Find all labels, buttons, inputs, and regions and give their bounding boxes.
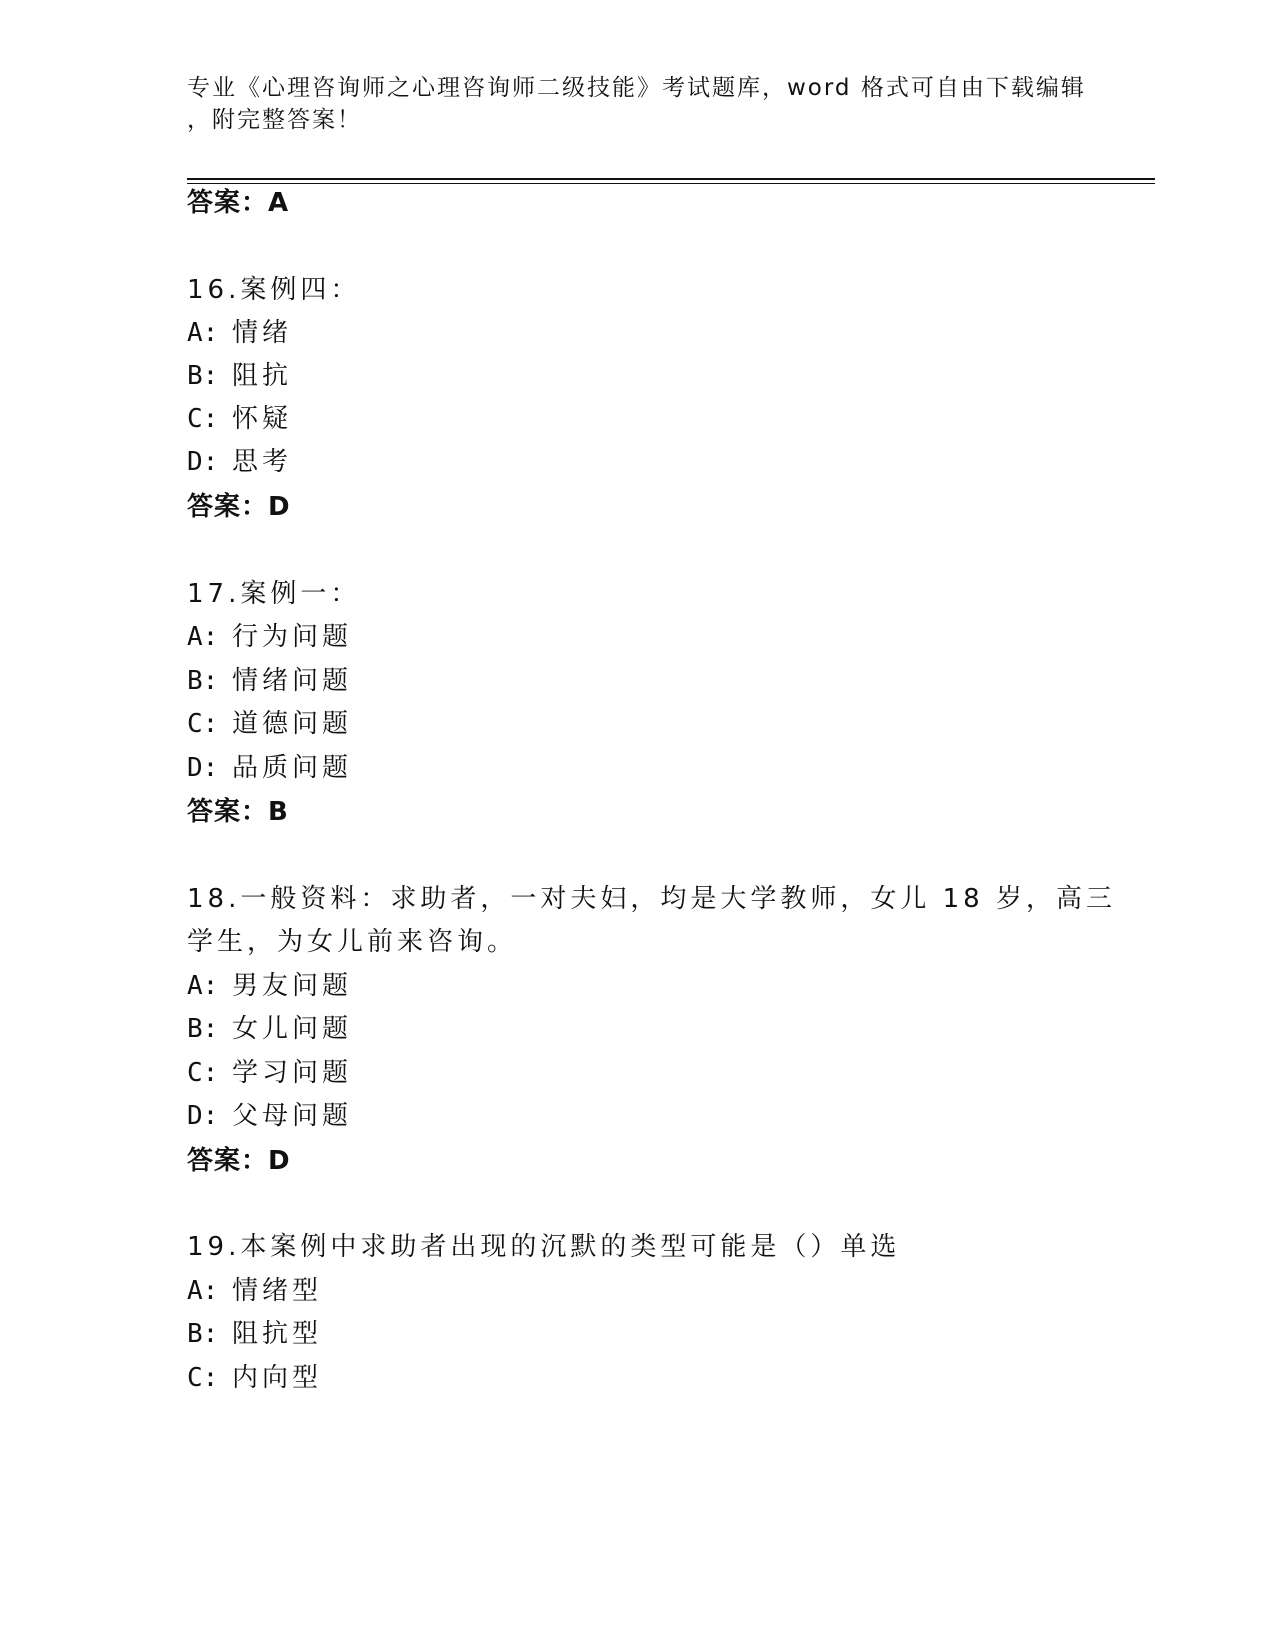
option-text: 情绪 <box>232 318 293 348</box>
option-text: 情绪问题 <box>232 666 353 696</box>
question-17-answer: 答案：B <box>187 797 289 827</box>
option-text: 阻抗 <box>232 361 293 391</box>
document-header <box>187 72 1086 136</box>
option-key: B: <box>187 1014 219 1044</box>
option-key: D: <box>187 447 219 477</box>
option-key: A: <box>187 1276 219 1306</box>
question-17-option-d <box>187 750 352 786</box>
question-18-option-d <box>187 1098 352 1134</box>
option-key: B: <box>187 1319 219 1349</box>
question-16-option-c <box>187 401 292 437</box>
question-16-stem: 16.案例四： <box>187 275 361 305</box>
option-key: C: <box>187 1363 219 1393</box>
option-key: D: <box>187 1101 219 1131</box>
option-text: 思考 <box>232 447 293 477</box>
option-key: B: <box>187 361 219 391</box>
question-17-option-b <box>187 663 352 699</box>
option-key: B: <box>187 666 219 696</box>
option-text: 父母问题 <box>232 1101 353 1131</box>
question-19-option-a <box>187 1273 322 1309</box>
question-18-option-a <box>187 968 352 1004</box>
option-text: 内向型 <box>232 1363 323 1393</box>
question-16-option-b <box>187 358 292 394</box>
option-text: 学习问题 <box>232 1058 353 1088</box>
option-key: A: <box>187 622 219 652</box>
header-divider-thin <box>187 183 1155 184</box>
option-key: C: <box>187 404 219 434</box>
question-19-option-b <box>187 1316 322 1352</box>
option-text: 怀疑 <box>232 404 293 434</box>
question-18-stem-line-1: 18.一般资料：求助者，一对夫妇，均是大学教师，女儿 18 岁，高三 <box>187 884 1116 914</box>
question-18-stem-line-2: 学生，为女儿前来咨询。 <box>187 927 518 957</box>
option-text: 女儿问题 <box>232 1014 353 1044</box>
option-text: 行为问题 <box>232 622 353 652</box>
header-divider-thick <box>187 178 1155 180</box>
previous-answer: 答案：A <box>187 188 290 218</box>
question-17-option-c <box>187 706 352 742</box>
header-line-1: 专业《心理咨询师之心理咨询师二级技能》考试题库，word 格式可自由下载编辑 <box>187 75 1086 101</box>
question-18-option-b <box>187 1011 352 1047</box>
option-text: 情绪型 <box>232 1276 323 1306</box>
option-text: 阻抗型 <box>232 1319 323 1349</box>
option-key: A: <box>187 318 219 348</box>
option-text: 男友问题 <box>232 971 353 1001</box>
option-key: C: <box>187 1058 219 1088</box>
question-18-answer: 答案：D <box>187 1146 291 1176</box>
question-17-stem: 17.案例一： <box>187 579 361 609</box>
question-17-option-a <box>187 619 352 655</box>
question-16-option-a <box>187 315 292 351</box>
question-16-option-d <box>187 444 292 480</box>
question-19-option-c <box>187 1360 322 1396</box>
question-19-stem: 19.本案例中求助者出现的沉默的类型可能是（）单选 <box>187 1232 901 1262</box>
option-text: 品质问题 <box>232 753 353 783</box>
option-text: 道德问题 <box>232 709 353 739</box>
option-key: D: <box>187 753 219 783</box>
question-18-option-c <box>187 1055 352 1091</box>
question-16-answer: 答案：D <box>187 492 291 522</box>
option-key: A: <box>187 971 219 1001</box>
header-line-2: ，附完整答案！ <box>187 107 362 133</box>
option-key: C: <box>187 709 219 739</box>
